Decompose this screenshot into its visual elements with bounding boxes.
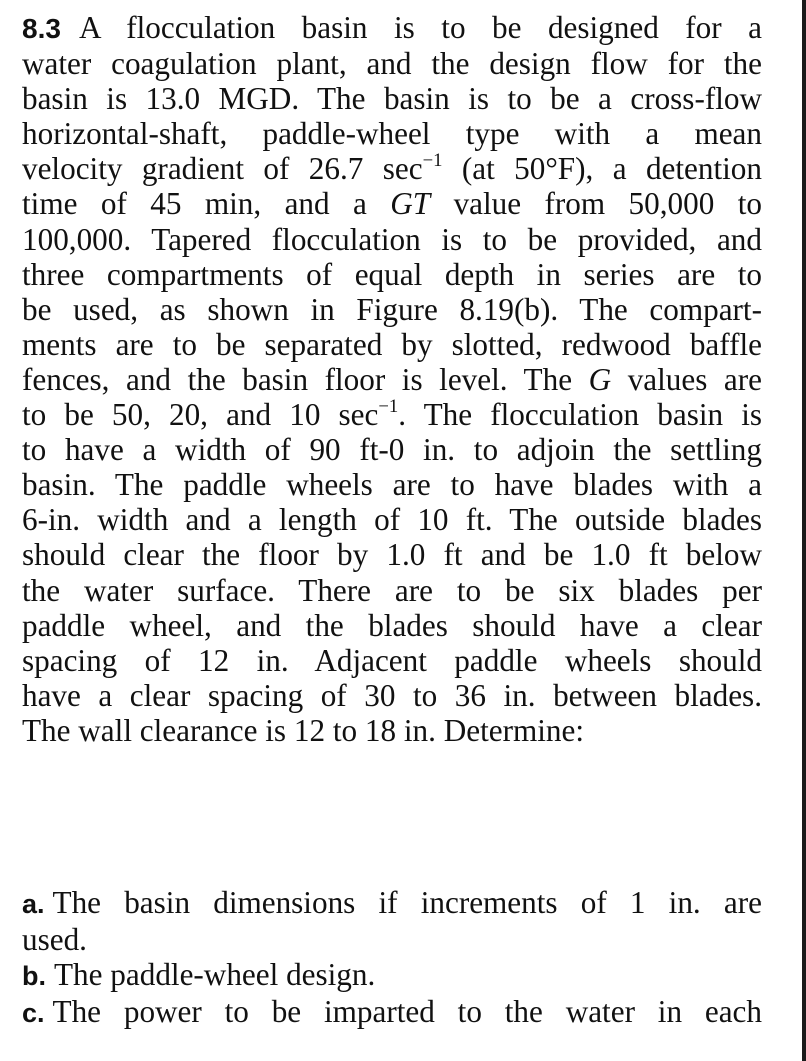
problem-text: water coagulation plant, and the design flow for the (22, 46, 762, 82)
problem-line-8 (22, 257, 762, 292)
problem-line-19 (22, 643, 762, 678)
problem-text: to have a width of 90 ft-0 in. to adjoin the settling (22, 432, 762, 468)
problem-text: The wall clearance is 12 to 18 in. Determine: (22, 712, 585, 748)
problem-line-17 (22, 573, 762, 608)
problem-line-9 (22, 292, 762, 327)
part-letter-a: a. (22, 889, 45, 919)
superscript: −1 (378, 395, 399, 417)
problem-text: A flocculation basin is to be designed for a (78, 10, 762, 45)
part-c-line-1 (22, 994, 762, 1031)
problem-line-5 (22, 151, 762, 186)
problem-text: ments are to be separated by slotted, redwood baffle (22, 326, 762, 362)
problem-text: . The flocculation basin is (398, 397, 762, 433)
problem-line-1 (22, 10, 762, 46)
problem-line-10 (22, 327, 762, 362)
problem-text: values are (611, 361, 762, 397)
problem-text: 100,000. Tapered flocculation is to be provided, and (22, 221, 762, 257)
problem-text: fences, and the basin floor is level. The (22, 361, 589, 397)
problem-text: to be 50, 20, and 10 sec (22, 397, 379, 433)
problem-text: basin is 13.0 MGD. The basin is to be a cross-flow (22, 81, 762, 117)
problem-line-3 (22, 81, 762, 116)
problem-text: horizontal-shaft, paddle-wheel type with a mean (22, 116, 762, 152)
problem-text: have a clear spacing of 30 to 36 in. between blades. (22, 677, 762, 713)
part-letter-c: c. (22, 998, 45, 1029)
part-text: The paddle-wheel design. (54, 957, 376, 993)
superscript: −1 (422, 150, 443, 172)
problem-number: 8.3 (22, 13, 61, 44)
part-b-line-1 (22, 957, 762, 994)
problem-line-6 (22, 186, 762, 221)
problem-line-18 (22, 608, 762, 643)
problem-line-2 (22, 46, 762, 81)
italic-symbol: GT (390, 186, 431, 222)
problem-line-4 (22, 116, 762, 151)
problem-line-21 (22, 713, 762, 748)
problem-line-16 (22, 537, 762, 572)
problem-line-15 (22, 502, 762, 537)
part-text: The basin dimensions if increments of 1 in. are (52, 885, 762, 920)
part-text: The power to be imparted to the water in each (52, 994, 762, 1030)
problem-line-11 (22, 362, 762, 397)
problem-text: velocity gradient of 26.7 sec (22, 151, 423, 187)
part-letter-b: b. (22, 961, 46, 992)
problem-text: three compartments of equal depth in series are to (22, 256, 762, 292)
problem-line-13 (22, 432, 762, 467)
page-edge-divider (802, 0, 806, 1061)
problem-line-12 (22, 397, 762, 432)
problem-text: basin. The paddle wheels are to have blades with a (22, 467, 762, 503)
problem-text: should clear the floor by 1.0 ft and be 1.0 ft below (22, 537, 762, 573)
italic-symbol: G (588, 361, 612, 397)
problem-text: (at 50°F), a detention (442, 151, 762, 187)
problem-parts (22, 885, 762, 1031)
problem-8-3 (22, 10, 762, 748)
problem-text: the water surface. There are to be six blades per (22, 572, 762, 608)
problem-text: spacing of 12 in. Adjacent paddle wheels should (22, 642, 762, 678)
problem-text: value from 50,000 to (430, 186, 762, 222)
problem-text: 6-in. width and a length of 10 ft. The outside blades (22, 502, 762, 538)
problem-line-7 (22, 222, 762, 257)
problem-line-14 (22, 467, 762, 502)
problem-line-20 (22, 678, 762, 713)
problem-text: be used, as shown in Figure 8.19(b). The compart- (22, 291, 762, 327)
part-text: used. (22, 922, 87, 958)
part-a-line-1 (22, 885, 762, 922)
part-a-line-2 (22, 922, 762, 957)
problem-text: paddle wheel, and the blades should have a clear (22, 607, 762, 643)
problem-text: time of 45 min, and a (22, 186, 391, 222)
